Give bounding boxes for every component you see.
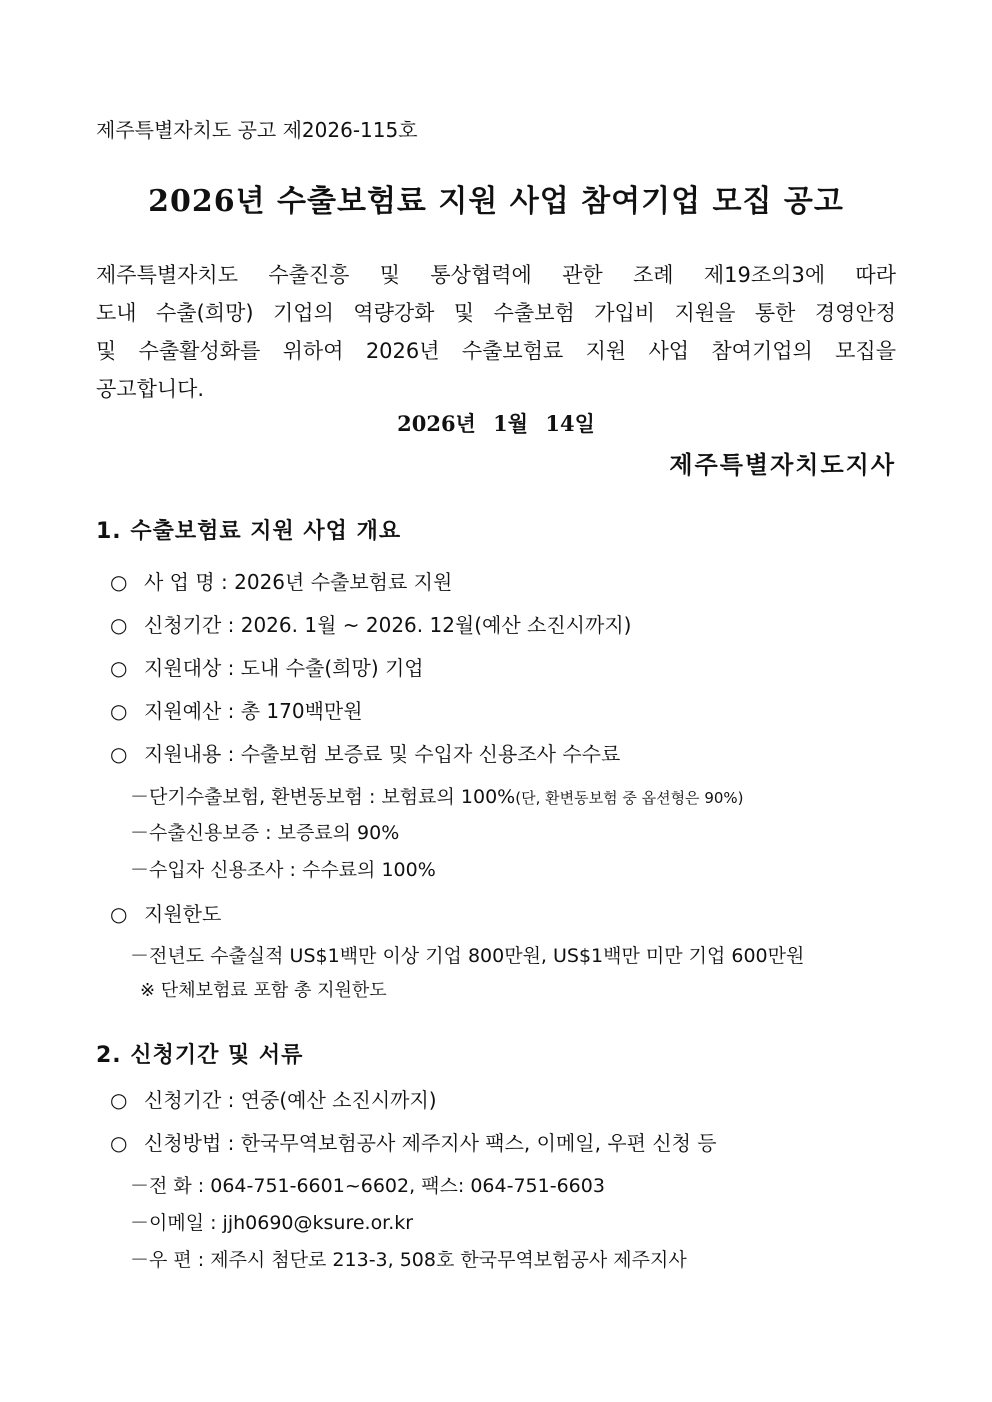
list-item [110, 1127, 717, 1156]
section-2-heading: 2. 신청기간 및 서류 [96, 1043, 304, 1068]
sub-item [130, 782, 744, 809]
contact-phone: －전 화 : 064-751-6601~6602, 팩스: 064-751-6603 [130, 1175, 605, 1197]
bullet-circle-icon: ○ [110, 1131, 128, 1155]
item-text: 지원대상 : 도내 수출(희망) 기업 [144, 656, 424, 680]
bullet-circle-icon: ○ [110, 570, 128, 594]
issuer-name: 제주특별자치도지사 [669, 450, 896, 479]
item-text: 지원예산 : 총 170백만원 [144, 699, 363, 723]
intro-line: 공고합니다. [96, 377, 205, 401]
list-item [110, 609, 631, 638]
bullet-circle-icon: ○ [110, 656, 128, 680]
item-text: 신청기간 : 연중(예산 소진시까지) [144, 1088, 437, 1112]
contact-mail: －우 편 : 제주시 첨단로 213-3, 508호 한국무역보험공사 제주지사 [130, 1249, 687, 1271]
item-text: 신청기간 : 2026. 1월 ~ 2026. 12월(예산 소진시까지) [144, 613, 632, 637]
list-item [110, 566, 452, 595]
list-item [110, 738, 620, 767]
sub-item: －수입자 신용조사 : 수수료의 100% [130, 859, 436, 881]
list-item [110, 695, 363, 724]
contact-email: －이메일 : jjh0690@ksure.or.kr [130, 1212, 414, 1234]
intro-line: 및 수출활성화를 위하여 2026년 수출보험료 지원 사업 참여기업의 모집을 [96, 339, 896, 363]
sub-item-text: －단기수출보험, 환변동보험 : 보험료의 100% [130, 786, 516, 808]
notice-number: 제주특별자치도 공고 제2026-115호 [96, 118, 418, 142]
bullet-circle-icon: ○ [110, 699, 128, 723]
item-text: 사 업 명 : 2026년 수출보험료 지원 [144, 570, 453, 594]
notice-date: 2026년 1월 14일 [397, 411, 595, 436]
item-text: 지원한도 [144, 902, 222, 926]
item-text: 지원내용 : 수출보험 보증료 및 수입자 신용조사 수수료 [144, 742, 621, 766]
intro-line: 제주특별자치도 수출진흥 및 통상협력에 관한 조례 제19조의3에 따라 [96, 263, 896, 287]
list-item [110, 652, 424, 681]
item-text: 신청방법 : 한국무역보험공사 제주지사 팩스, 이메일, 우편 신청 등 [144, 1131, 717, 1155]
intro-line: 도내 수출(희망) 기업의 역량강화 및 수출보험 가입비 지원을 통한 경영안정 [96, 301, 896, 325]
intro-paragraph [96, 256, 896, 408]
bullet-circle-icon: ○ [110, 613, 128, 637]
limit-note: ※ 단체보험료 포함 총 지원한도 [140, 980, 387, 1001]
bullet-circle-icon: ○ [110, 742, 128, 766]
document-title: 2026년 수출보험료 지원 사업 참여기업 모집 공고 [148, 184, 844, 219]
sub-item: －수출신용보증 : 보증료의 90% [130, 822, 400, 844]
section-1-heading: 1. 수출보험료 지원 사업 개요 [96, 519, 402, 544]
sub-item: －전년도 수출실적 US$1백만 이상 기업 800만원, US$1백만 미만 기업 600만원 [130, 945, 805, 967]
bullet-circle-icon: ○ [110, 902, 128, 926]
sub-item-note: (단, 환변동보험 중 옵션형은 90%) [515, 789, 744, 807]
list-item [110, 1084, 437, 1113]
list-item [110, 898, 221, 927]
bullet-circle-icon: ○ [110, 1088, 128, 1112]
